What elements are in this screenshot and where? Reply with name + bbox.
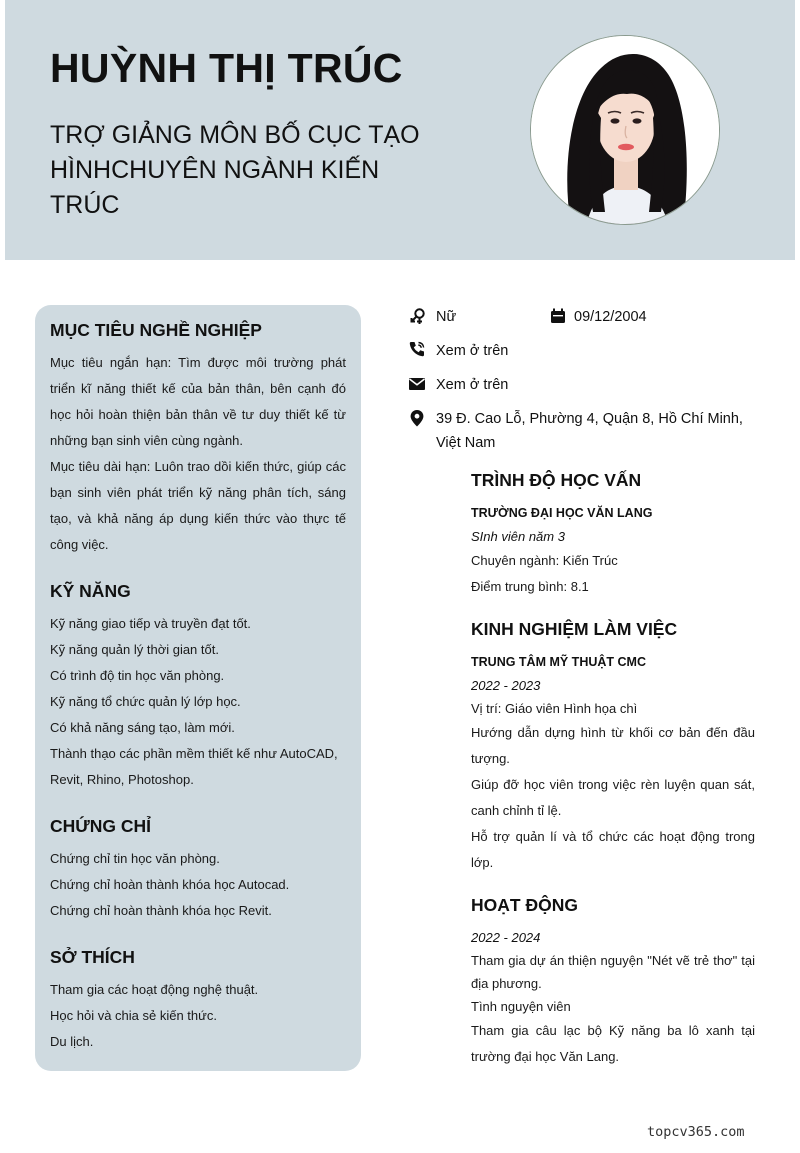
- hobbies-section: [50, 946, 346, 1055]
- experience-detail: Hướng dẫn dựng hình từ khối cơ bản đến đầu tượng.: [471, 725, 755, 766]
- address-value: 39 Đ. Cao Lỗ, Phường 4, Quận 8, Hồ Chí Minh, Việt Nam: [436, 411, 743, 451]
- education-section: [471, 469, 755, 600]
- experience-position: Vị trí: Giáo viên Hình họa chì: [471, 701, 638, 716]
- education-title: TRÌNH ĐỘ HỌC VẤN: [471, 470, 642, 490]
- education-major: Chuyên ngành: Kiến Trúc: [471, 553, 618, 568]
- school-name: TRƯỜNG ĐẠI HỌC VĂN LANG: [471, 506, 653, 520]
- skill-item: Có trình độ tin học văn phòng.: [50, 668, 225, 683]
- activity-role: Tình nguyện viên: [471, 999, 571, 1014]
- certificates-section: [50, 815, 346, 924]
- activities-period: 2022 - 2024: [471, 930, 541, 945]
- skill-item: Có khả năng sáng tạo, làm mới.: [50, 720, 235, 735]
- gender-icon: [409, 307, 427, 325]
- main-content: [471, 469, 755, 1088]
- hobby-item: Tham gia các hoạt động nghệ thuật.: [50, 982, 259, 997]
- skill-item: Kỹ năng giao tiếp và truyền đạt tốt.: [50, 616, 251, 631]
- job-title: TRỢ GIẢNG MÔN BỐ CỤC TẠO HÌNHCHUYÊN NGÀNH KIẾN TRÚC: [50, 121, 420, 219]
- activity-club: Tham gia câu lạc bộ Kỹ năng ba lô xanh tại trường đại học Văn Lang.: [471, 1023, 755, 1064]
- skills-section: [50, 580, 346, 793]
- gender-value: Nữ: [436, 309, 457, 325]
- certificate-item: Chứng chỉ tin học văn phòng.: [50, 851, 220, 866]
- certificate-item: Chứng chỉ hoàn thành khóa học Revit.: [50, 903, 272, 918]
- candidate-name: HUỲNH THỊ TRÚC: [50, 45, 403, 91]
- company-name: TRUNG TÂM MỸ THUẬT CMC: [471, 655, 646, 669]
- email-value: Xem ở trên: [436, 377, 509, 393]
- objective-section: [50, 319, 346, 558]
- experience-detail: Hỗ trợ quản lí và tổ chức các hoạt động trong lớp.: [471, 829, 755, 870]
- certificate-item: Chứng chỉ hoàn thành khóa học Autocad.: [50, 877, 290, 892]
- phone-value: Xem ở trên: [436, 343, 509, 359]
- experience-section: [471, 618, 755, 876]
- experience-detail: Giúp đỡ học viên trong việc rèn luyện quan sát, canh chỉnh tỉ lệ.: [471, 777, 755, 818]
- hobby-item: Du lịch.: [50, 1034, 94, 1049]
- birthdate-value: 09/12/2004: [574, 309, 647, 325]
- skill-item: Thành thạo các phần mềm thiết kế như AutoCAD, Revit, Rhino, Photoshop.: [50, 746, 338, 787]
- activities-title: HOẠT ĐỘNG: [471, 895, 578, 915]
- left-sidebar: [35, 305, 361, 1071]
- activities-section: [471, 894, 755, 1070]
- objective-long-term: Mục tiêu dài hạn: Luôn trao dồi kiến thức, giúp các bạn sinh viên phát triển kỹ năng phân tích, sáng tạo, và khả năng áp dụng kiến thức vào thực tế công việc.: [50, 459, 346, 552]
- education-status: SInh viên năm 3: [471, 529, 565, 544]
- mail-icon: [408, 375, 426, 393]
- hobby-item: Học hỏi và chia sẻ kiến thức.: [50, 1008, 217, 1023]
- skill-item: Kỹ năng quản lý thời gian tốt.: [50, 642, 219, 657]
- skills-title: KỸ NĂNG: [50, 581, 131, 601]
- avatar: [530, 35, 720, 225]
- phone-icon: [408, 340, 426, 358]
- header-banner: [5, 0, 795, 260]
- activity-project: Tham gia dự án thiện nguyện "Nét vẽ trẻ thơ" tại địa phương.: [471, 953, 755, 991]
- experience-period: 2022 - 2023: [471, 678, 541, 693]
- profile-photo: [531, 36, 720, 225]
- education-gpa: Điểm trung bình: 8.1: [471, 579, 589, 594]
- site-watermark: topcv365.com: [647, 1124, 745, 1140]
- experience-title: KINH NGHIỆM LÀM VIỆC: [471, 619, 678, 639]
- certificates-title: CHỨNG CHỈ: [50, 816, 152, 836]
- hobbies-title: SỞ THÍCH: [50, 947, 135, 967]
- objective-short-term: Mục tiêu ngắn hạn: Tìm được môi trường phát triển kĩ năng thiết kế của bản thân, bên cạnh đó học hỏi hoàn thiện bản thân về tư duy thiết kế từ những bạn sinh viên cùng ngành.: [50, 355, 346, 448]
- location-pin-icon: [408, 409, 426, 427]
- objective-title: MỤC TIÊU NGHỀ NGHIỆP: [50, 320, 262, 340]
- calendar-icon: [549, 307, 567, 325]
- skill-item: Kỹ năng tổ chức quản lý lớp học.: [50, 694, 241, 709]
